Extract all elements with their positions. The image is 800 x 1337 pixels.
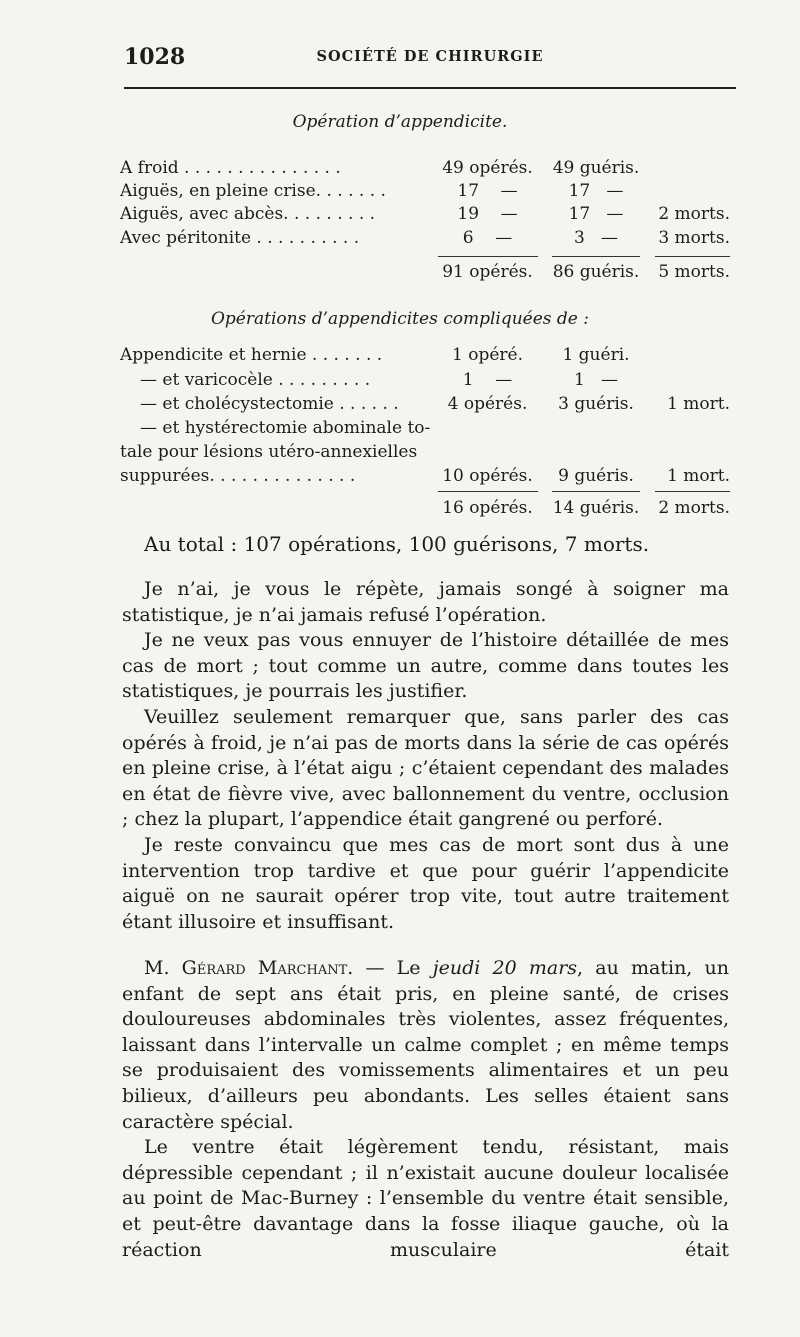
date-italic: jeudi 20 mars — [432, 957, 578, 979]
table-row: — et varicocèle . . . . . . . . . 1 — 1 — — [140, 370, 619, 390]
paragraph: Le ventre était légèrement tendu, résistant, mais dépressible cependant ; il n’existait aucune douleur localisée au point de Mac-Burney : l’ensemble du ventre était sensible, et peut-être davantage dans la fosse iliaque gauche, où la réaction musculaire était — [122, 1136, 729, 1261]
section2-title: Opérations d’appendicites compliquées de : — [210, 309, 589, 329]
table-row: — et cholécystectomie . . . . . . 4 opérés. 3 guéris. 1 mort. — [140, 394, 730, 414]
sum-rule — [552, 491, 640, 492]
paragraph: Je n’ai, je vous le répète, jamais songé à soigner ma statistique, je n’ai jamais refusé l’opération. — [122, 578, 729, 626]
page-header — [124, 44, 736, 70]
body-text-1 — [122, 577, 729, 935]
sum-rule — [438, 491, 538, 492]
table-row: tale pour lésions utéro-annexielles — [120, 442, 418, 462]
body-text-2 — [122, 956, 729, 1263]
header-rule — [124, 87, 736, 89]
page-number: 1028 — [124, 44, 186, 70]
sum-rule — [552, 256, 640, 257]
paragraph: Je reste convaincu que mes cas de mort sont dus à une intervention trop tardive et que pour guérir l’appendicite aiguë on ne saurait opérer trop vite, tout autre traitement étant illusoire et insuffisant. — [122, 833, 729, 933]
table-row: Aiguës, en pleine crise. . . . . . . 17 — 17 — — [120, 181, 624, 201]
table-row: suppurées. . . . . . . . . . . . . . 10 opérés. 9 guéris. 1 mort. — [120, 466, 730, 486]
table-total-row: 91 opérés. 86 guéris. 5 morts. — [442, 262, 730, 282]
sum-rule — [438, 256, 538, 257]
sum-rule — [655, 256, 730, 257]
table-row: A froid . . . . . . . . . . . . . . . 49 opérés. 49 guéris. — [120, 158, 640, 178]
table-total-row: 16 opérés. 14 guéris. 2 morts. — [442, 498, 730, 518]
table-row: Aiguës, avec abcès. . . . . . . . . 19 — 17 — 2 morts. — [120, 204, 730, 224]
table-row: Appendicite et hernie . . . . . . . 1 opéré. 1 guéri. — [120, 345, 630, 365]
grand-total: Au total : 107 opérations, 100 guérisons, 7 morts. — [144, 532, 650, 556]
section1-title: Opération d’appendicite. — [292, 112, 508, 132]
paragraph: Veuillez seulement remarquer que, sans parler des cas opérés à froid, je n’ai pas de morts dans la série de cas opérés en pleine crise, à l’état aigu ; c’étaient cependant des malades en état de fièvre vive, avec ballonnement du ventre, occlusion ; chez la plupart, l’appendice était gangrené ou perforé. — [122, 705, 729, 831]
table-row: — et hystérectomie abominale to- — [140, 418, 431, 438]
sum-rule — [655, 491, 730, 492]
table-row: Avec péritonite . . . . . . . . . . 6 — 3 — 3 morts. — [120, 228, 730, 248]
running-title: SOCIÉTÉ DE CHIRURGIE — [316, 48, 544, 65]
paragraph: Je ne veux pas vous ennuyer de l’histoire détaillée de mes cas de mort ; tout comme un autre, comme dans toutes les statistiques, je pourrais les justifier. — [122, 629, 729, 703]
speaker-name: M. Gérard Marchant. — [144, 957, 354, 979]
paragraph: M. Gérard Marchant. — Le jeudi 20 mars, au matin, un enfant de sept ans était pris, en pleine santé, de crises douloureuses abdominales très violentes, assez fréquentes, laissant dans l’intervalle un calme complet ; en même temps se produisaient des vomissements alimentaires et un peu bilieux, d’ailleurs peu abondants. Les selles étaient sans caractère spécial. — [122, 957, 729, 1133]
